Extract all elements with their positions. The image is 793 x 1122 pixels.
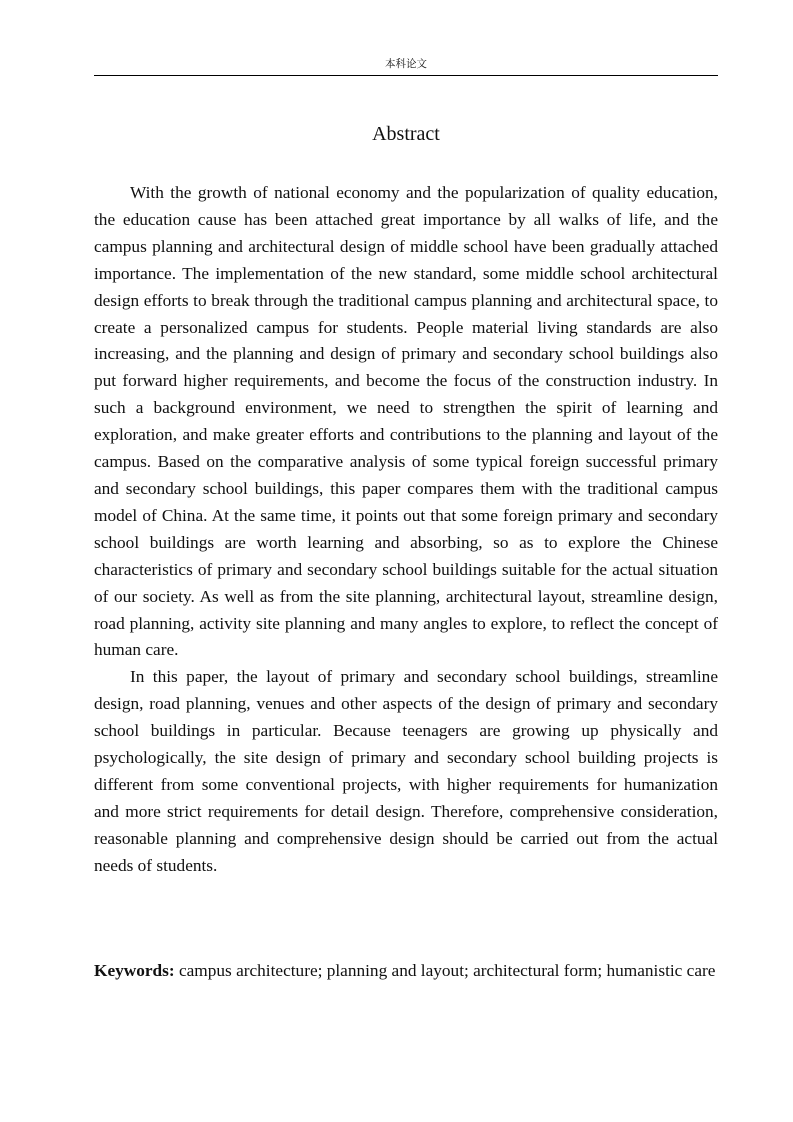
- abstract-paragraph-1: With the growth of national economy and the popularization of quality education, the education cause has been attached great importance by all walks of life, and the campus planning and architectural design of middle school have been gradually attached importance. The implementation of the new standard, some middle school architectural design efforts to break through the traditional campus planning and architectural space, to create a personalized campus for students. People material living standards are also increasing, and the planning and design of primary and secondary school buildings also put forward higher requirements, and become the focus of the construction industry. In such a background environment, we need to strengthen the spirit of learning and exploration, and make greater efforts and contributions to the planning and layout of the campus. Based on the comparative analysis of some typical foreign successful primary and secondary school buildings, this paper compares them with the traditional campus model of China. At the same time, it points out that some foreign primary and secondary school buildings are worth learning and absorbing, so as to explore the Chinese characteristics of primary and secondary school buildings suitable for the actual situation of our society. As well as from the site planning, architectural layout, streamline design, road planning, activity site planning and many angles to explore, to reflect the concept of human care.: [94, 183, 718, 660]
- header-text: 本科论文: [385, 58, 427, 70]
- keywords-line: [94, 958, 718, 985]
- page-header: [94, 56, 718, 76]
- keywords-text: campus architecture; planning and layout; architectural form; humanistic care: [174, 961, 716, 980]
- abstract-paragraph-2: In this paper, the layout of primary and secondary school buildings, streamline design, road planning, venues and other aspects of the design of primary and secondary school buildings in particular. Because teenagers are growing up physically and psychologically, the site design of primary and secondary school building projects is different from some conventional projects, with higher requirements for humanization and more strict requirements for detail design. Therefore, comprehensive consideration, reasonable planning and comprehensive design should be carried out from the actual needs of students.: [94, 667, 718, 875]
- abstract-title: Abstract: [372, 123, 440, 145]
- abstract-body: [94, 180, 718, 880]
- keywords-label: Keywords:: [94, 961, 175, 980]
